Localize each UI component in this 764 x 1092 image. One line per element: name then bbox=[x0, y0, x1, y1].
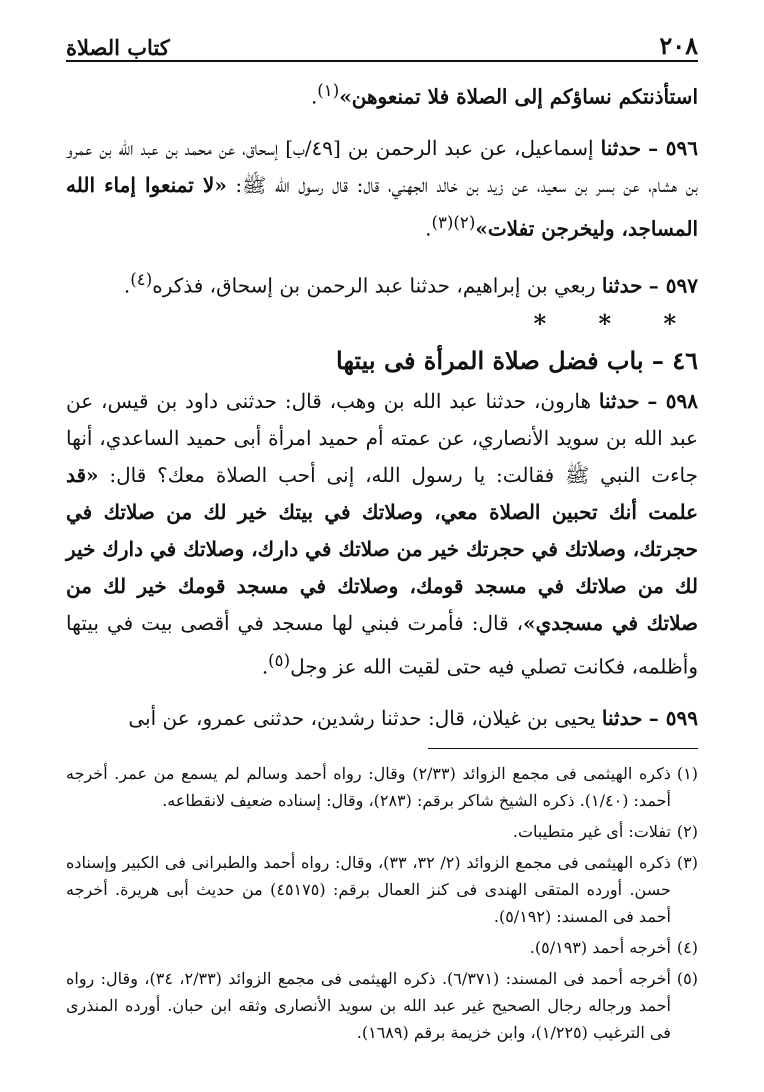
page-header bbox=[66, 28, 698, 62]
footnote-text: أخرجه أحمد (٥/١٩٣). bbox=[529, 938, 671, 957]
opening-hadith-ending: استأذنتكم نساؤكم إلى الصلاة فلا تمنعوهن» bbox=[339, 84, 698, 109]
page-body bbox=[66, 72, 698, 737]
hadith-number: ٥٩٦ – bbox=[648, 135, 698, 160]
hadith-text: ربعي بن إبراهيم، حدثنا عبد الرحمن بن إسحاق، فذكره bbox=[152, 273, 596, 298]
hadith-lead: حدثنا bbox=[598, 388, 640, 413]
footnote-number: (١) bbox=[676, 764, 698, 783]
footnote bbox=[66, 818, 698, 845]
hadith-quote: «قد علمت أنك تحبين الصلاة معي، وصلاتك في بيتك خير لك من صلاتك في حجرتك، وصلاتك في حجرتك خير من صلاتك في دارك، وصلاتك في دارك خير لك من صلاتك في مسجد قومك، وصلاتك في مسجد قومك خير لك من صلاتك في مسجدي» bbox=[66, 462, 698, 635]
hadith-599 bbox=[66, 700, 698, 737]
section-separator: * * * bbox=[533, 308, 698, 338]
hadith-text: إسماعيل، عن عبد الرحمن بن [٤٩/ب] إسحاق، عن محمد بن عبد الله بن عمرو بن هشام، عن بسر بن سعيد، عن زيد بن خالد الجهني، قال: قال رسول الله ﷺ: bbox=[66, 135, 699, 197]
footnote-ref-3: (٣) bbox=[431, 212, 454, 232]
footnote-ref-1: (١) bbox=[317, 81, 340, 100]
footnote-text: تفلات: أى غير متطيبات. bbox=[512, 822, 671, 841]
hadith-text: يحيى بن غيلان، قال: حدثنا رشدين، حدثنى عمرو، عن أبى bbox=[128, 705, 596, 730]
hadith-lead: حدثنا bbox=[601, 273, 643, 298]
hadith-598: ٥٩٨ – حدثنا هارون، حدثنا عبد الله بن وهب، قال: حدثنى داود بن قيس، عن عبد الله بن سويد الأنصاري، عن عمته أم حميد امرأة أبى حميد الساعدي، أنها جاءت النبي ﷺ فقالت: يا رسول الله، إنى أحب الصلاة معك؟ قال: «قد علمت أنك تحبين الصلاة معي، وصلاتك في بيتك خير لك من صلاتك في حجرتك، وصلاتك في حجرتك خير من صلاتك في دارك، وصلاتك في دارك خير لك من صلاتك في مسجد قومك، وصلاتك في مسجد قومك خير لك من صلاتك في مسجدي»، قال: فأمرت فبني لها مسجد في أقصى بيت في بيتها وأظلمه، فكانت تصلي فيه حتى لقيت الله عز وجل$^{(٥)}$. bbox=[66, 388, 698, 679]
footnote bbox=[66, 760, 698, 814]
footnote-number: (٤) bbox=[676, 938, 698, 957]
footnotes bbox=[66, 760, 698, 1050]
footnote-text: ذكره الهيثمى فى مجمع الزوائد (٢/٣٣) وقال: رواه أحمد وسالم لم يسمع من عمر. أخرجه أحمد: (١/٤٠). ذكره الشيخ شاكر برقم: (٢٨٣)، وقال: إسناده ضعيف لانقطاعه. bbox=[66, 764, 671, 810]
footnote-number: (٢) bbox=[676, 822, 698, 841]
hadith-lead: حدثنا bbox=[601, 705, 643, 730]
footnote-ref-5: (٥) bbox=[268, 650, 291, 670]
footnote-ref-4: (٤) bbox=[130, 270, 153, 290]
hadith-number: ٥٩٨ – bbox=[647, 388, 698, 413]
hadith-597: ٥٩٧ – حدثنا ربعي بن إبراهيم، حدثنا عبد الرحمن بن إسحاق، فذكره$^{(٤)}$. bbox=[123, 270, 698, 298]
footnote bbox=[66, 849, 698, 930]
book-title: كتاب الصلاة bbox=[66, 35, 170, 60]
footnote-divider bbox=[428, 748, 698, 749]
hadith-text: هارون، حدثنا عبد الله بن وهب، قال: حدثنى داود بن قيس، عن عبد الله بن سويد الأنصاري، عن عمته أم حميد امرأة أبى حميد الساعدي، أنها جاءت النبي ﷺ فقالت: يا رسول الله، إنى أحب الصلاة معك؟ قال: bbox=[66, 388, 698, 487]
page-number: ٢٠٨ bbox=[659, 31, 698, 60]
hadith-lead: حدثنا bbox=[600, 135, 642, 160]
footnote-text: أخرجه أحمد فى المسند: (٦/٣٧١). ذكره الهيثمى فى مجمع الزوائد (٢/٣٣، ٣٤)، وقال: رواه أحمد ورجاله رجال الصحيح غير عبد الله بن سويد الأنصارى وثقه ابن حبان. أورده المنذرى فى الترغيب (١/٢٢٥)، وابن خزيمة برقم (١٦٨٩). bbox=[66, 969, 671, 1042]
opening-line: استأذنتكم نساؤكم إلى الصلاة فلا تمنعوهن»$^{(١)}$. bbox=[310, 81, 698, 109]
footnote bbox=[66, 934, 698, 961]
hadith-number: ٥٩٧ – bbox=[648, 273, 698, 298]
hadith-number: ٥٩٩ – bbox=[648, 705, 698, 730]
hadith-quote: «لا تمنعوا إماء الله المساجد، وليخرجن تفلات» bbox=[66, 172, 698, 241]
hadith-text-continued: ، قال: فأمرت فبني لها مسجد في أقصى بيت في بيتها وأظلمه، فكانت تصلي فيه حتى لقيت الله عز وجل bbox=[66, 610, 698, 679]
footnote-ref-2: (٢) bbox=[453, 212, 476, 232]
footnote bbox=[66, 965, 698, 1046]
footnote-number: (٣) bbox=[676, 853, 698, 872]
chapter-title: ٤٦ – باب فضل صلاة المرأة فى بيتها bbox=[336, 345, 698, 375]
footnote-text: ذكره الهيثمى فى مجمع الزوائد (٢/ ٣٢، ٣٣)، وقال: رواه أحمد والطبرانى فى الكبير وإسناده حسن. أورده المتقى الهندى فى كنز العمال برقم: (٤٥١٧٥) من حديث أبى هريرة. أخرجه أحمد فى المسند: (٥/١٩٢). bbox=[66, 853, 671, 926]
hadith-596: ٥٩٦ – حدثنا إسماعيل، عن عبد الرحمن بن [٤٩/ب] إسحاق، عن محمد بن عبد الله بن عمرو بن هشام، عن بسر بن سعيد، عن زيد بن خالد الجهني، قال: قال رسول الله ﷺ: «لا تمنعوا إماء الله المساجد، وليخرجن تفلات»$^{(٢)(٣)}$. bbox=[66, 135, 699, 241]
footnote-number: (٥) bbox=[676, 969, 698, 988]
